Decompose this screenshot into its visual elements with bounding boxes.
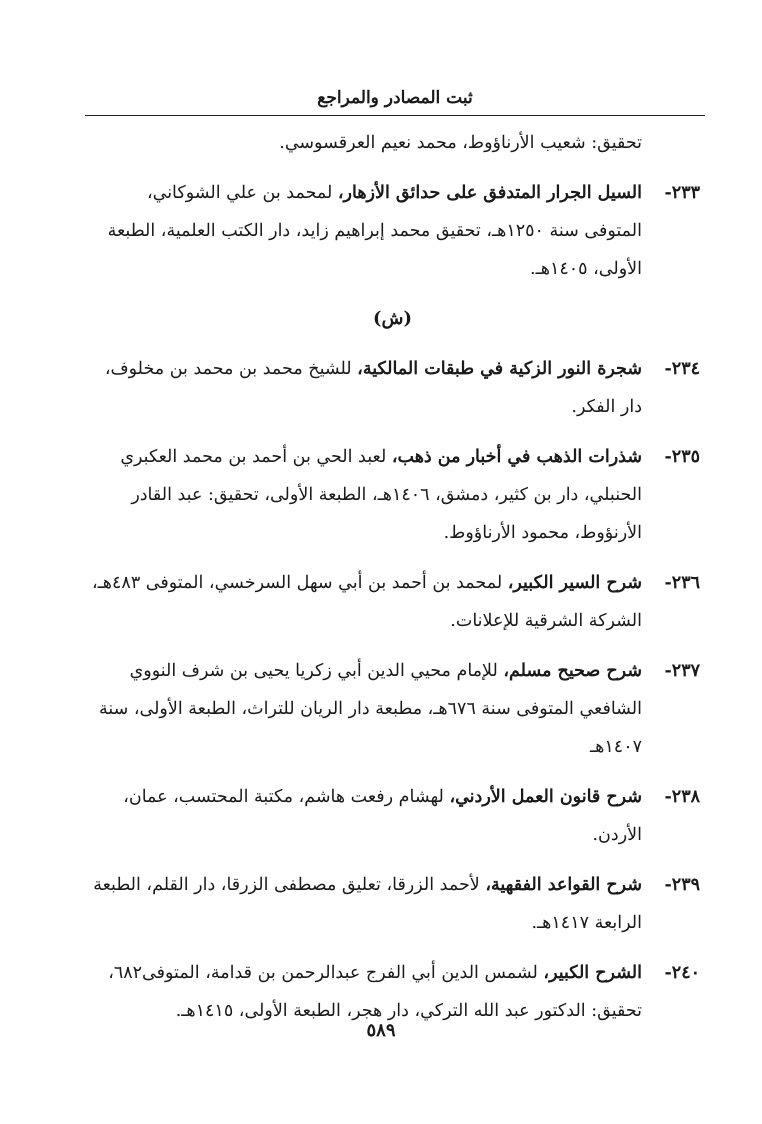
entry-title: شرح صحيح مسلم، [503, 661, 642, 681]
entry-number: ٢٣٦- [664, 573, 700, 593]
entry-title: الشرح الكبير، [543, 963, 642, 983]
header-rule [85, 115, 705, 116]
page-number: ٥٨٩ [366, 1020, 396, 1041]
continuation-line: تحقيق: شعيب الأرناؤوط، محمد نعيم العرقسوسي. [279, 133, 642, 153]
entry-235 [85, 438, 700, 552]
entry-number: ٢٣٧- [664, 661, 700, 681]
entry-number: ٢٤٠- [664, 963, 700, 983]
entry-details: لشمس الدين أبي الفرج عبدالرحمن بن قدامة، المتوفى٦٨٢، تحقيق: الدكتور عبد الله التركي، دار هجر، الطبعة الأولى، ١٤١٥هـ. [108, 963, 642, 1021]
entry-239 [85, 866, 700, 942]
entry-details: للإمام محيي الدين أبي زكريا يحيى بن شرف النووي الشافعي المتوفى سنة ٦٧٦هـ، مطبعة دار الريان للتراث، الطبعة الأولى، سنة ١٤٠٧هـ [98, 661, 642, 757]
entry-title: شرح السير الكبير، [507, 573, 642, 593]
entry-title: شرح قانون العمل الأردني، [449, 787, 642, 807]
entry-236 [85, 564, 700, 640]
entry-number: ٢٣٥- [664, 447, 700, 467]
running-header: ثبت المصادر والمراجع [317, 88, 473, 108]
entry-number: ٢٣٩- [664, 875, 700, 895]
entry-details: للشيخ محمد بن محمد بن مخلوف، دار الفكر. [104, 359, 642, 417]
entry-number: ٢٣٨- [664, 787, 700, 807]
entry-title: شجرة النور الزكية في طبقات المالكية، [357, 359, 642, 379]
entry-240 [85, 954, 700, 1030]
entry-title: شذرات الذهب في أخبار من ذهب، [391, 447, 642, 467]
entry-234 [85, 350, 700, 426]
entry-238 [85, 778, 700, 854]
entry-details: لعبد الحي بن أحمد بن محمد العكبري الحنبلي، دار بن كثير، دمشق، ١٤٠٦هـ، الطبعة الأولى، تحقيق: عبد القادر الأرنؤوط، محمود الأرناؤوط. [120, 447, 642, 543]
entry-number: ٢٣٤- [664, 359, 700, 379]
entry-237 [85, 652, 700, 766]
entry-233 [85, 174, 700, 288]
entry-title: شرح القواعد الفقهية، [485, 875, 642, 895]
bibliography-list [85, 124, 700, 1030]
entry-title: السيل الجرار المتدفق على حدائق الأزهار، [337, 183, 642, 203]
entry-details: لهشام رفعت هاشم، مكتبة المحتسب، عمان، الأردن. [123, 787, 642, 845]
entry-details: لأحمد الزرقا، تعليق مصطفى الزرقا، دار القلم، الطبعة الرابعة ١٤١٧هـ. [93, 875, 642, 933]
section-letter: (ش) [372, 308, 412, 329]
entry-details: لمحمد بن أحمد بن أبي سهل السرخسي، المتوفى ٤٨٣هـ، الشركة الشرقية للإعلانات. [92, 573, 642, 631]
entry-number: ٢٣٣- [664, 183, 700, 203]
entry-details: لمحمد بن علي الشوكاني، المتوفى سنة ١٢٥٠هـ، تحقيق محمد إبراهيم زايد، دار الكتب العلمية، الطبعة الأولى، ١٤٠٥هـ. [107, 183, 642, 279]
